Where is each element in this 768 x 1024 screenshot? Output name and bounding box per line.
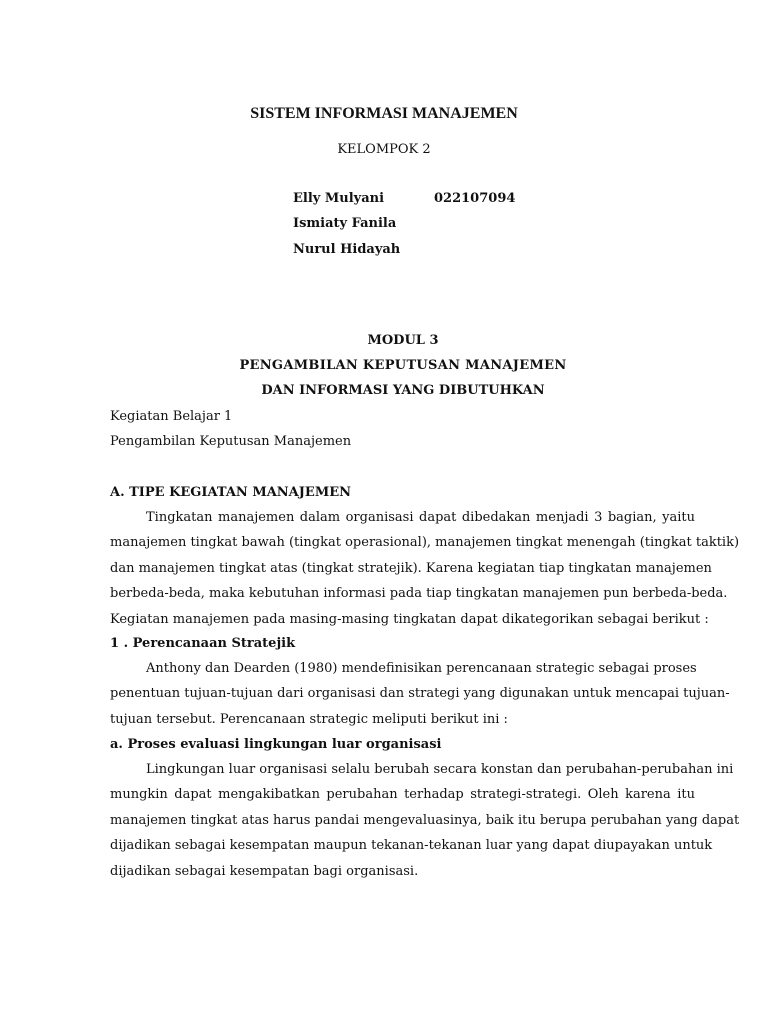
paragraph-line: Tingkatan manajemen dalam organisasi dapat dibedakan menjadi 3 bagian, yaitu: [146, 510, 695, 525]
paragraph-line: berbeda-beda, maka kebutuhan informasi pada tiap tingkatan manajemen pun berbeda-beda.: [110, 586, 728, 602]
member-row: [293, 216, 434, 231]
paragraph-line: Kegiatan manajemen pada masing-masing tingkatan dapat dikategorikan sebagai berikut :: [110, 611, 709, 627]
paragraph-line: dan manajemen tingkat atas (tingkat stratejik). Karena kegiatan tiap tingkatan manajemen: [110, 560, 712, 576]
member-id: 022107094: [434, 191, 516, 206]
paragraph-line: tujuan tersebut. Perencanaan strategic meliputi berikut ini :: [110, 711, 508, 727]
section-1-heading: 1 . Perencanaan Stratejik: [110, 636, 296, 651]
module-number: MODUL 3: [367, 333, 439, 348]
section-a-paragraph: [110, 505, 740, 632]
activity-label: Kegiatan Belajar 1: [110, 409, 233, 424]
group-label: KELOMPOK 2: [337, 142, 431, 157]
paragraph-line: dijadikan sebagai kesempatan bagi organisasi.: [110, 863, 419, 879]
module-title-line1: PENGAMBILAN KEPUTUSAN MANAJEMEN: [239, 358, 567, 373]
member-name: Nurul Hidayah: [293, 242, 401, 257]
member-name: Elly Mulyani: [293, 191, 385, 206]
paragraph-line: penentuan tujuan-tujuan dari organisasi dan strategi yang digunakan untuk mencapai tujuan-: [110, 686, 730, 702]
paragraph-line: mungkin dapat mengakibatkan perubahan terhadap strategi-strategi. Oleh karena itu: [110, 787, 695, 803]
member-row: [293, 191, 515, 206]
member-name: Ismiaty Fanila: [293, 216, 397, 231]
section-a-heading: A. TIPE KEGIATAN MANAJEMEN: [110, 485, 352, 500]
section-1a-paragraph: [110, 757, 740, 884]
section-1-paragraph: [110, 656, 730, 732]
paragraph-line: Lingkungan luar organisasi selalu berubah secara konstan dan perubahan-perubahan ini: [146, 762, 734, 777]
module-title-line2: DAN INFORMASI YANG DIBUTUHKAN: [261, 383, 545, 398]
paragraph-line: Anthony dan Dearden (1980) mendefinisikan perencanaan strategic sebagai proses: [146, 661, 697, 676]
document-title: SISTEM INFORMASI MANAJEMEN: [250, 105, 518, 122]
section-1a-heading: a. Proses evaluasi lingkungan luar organisasi: [110, 737, 442, 752]
paragraph-line: dijadikan sebagai kesempatan maupun tekanan-tekanan luar yang dapat diupayakan untuk: [110, 838, 713, 854]
activity-topic: Pengambilan Keputusan Manajemen: [110, 434, 352, 449]
paragraph-line: manajemen tingkat bawah (tingkat operasional), manajemen tingkat menengah (tingkat taktik): [110, 535, 740, 551]
member-row: [293, 242, 434, 257]
paragraph-line: manajemen tingkat atas harus pandai mengevaluasinya, baik itu berupa perubahan yang dapat: [110, 812, 740, 828]
